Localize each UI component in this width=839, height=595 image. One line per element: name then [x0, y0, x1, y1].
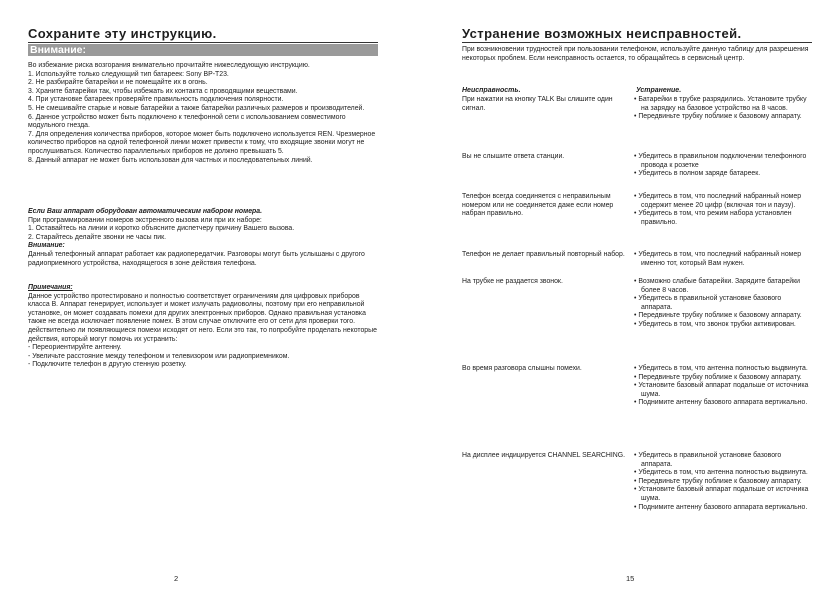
- list-item: 8. Данный аппарат не может быть использован для частных и последовательных линий.: [28, 156, 313, 164]
- notes-item: - Подключите телефон в другую стенную розетку.: [28, 361, 187, 369]
- notes-text: Данное устройство протестировано и полностью соответствует ограничениям для цифровых приборов класса В. Аппарат генерирует, использует и может излучать радиоволны, поэтому при его неправильной установке, он может создавать помехи для других электронных приборов. Однако правильная установка также не всегда исключает появление помех. В этом случае отключите его от сети для проверки того. действительно ли появляющиеся помехи исходят от него. Если это так, то попробуйте проделать некоторые действия, который могут помочь их устранить:: [28, 292, 377, 343]
- warning-header: Внимание:: [28, 44, 378, 56]
- list-item: 3. Храните батарейки так, чтобы избежать их контакта с проводящими веществами.: [28, 87, 298, 95]
- solution-cell: [634, 153, 812, 179]
- problem-cell: На дисплее индицируется CHANNEL SEARCHING.: [462, 452, 626, 459]
- list-item: 1. Используйте только следующий тип батареек: Sony BP-T23.: [28, 70, 229, 78]
- troubleshooting-intro: При возникновении трудностей при пользовании телефоном, используйте данную таблицу для разрешения некоторых проблем. Если неисправность остается, то обращайтесь в сервисный центр.: [462, 46, 809, 62]
- problem-column-header: Неисправность.: [462, 87, 521, 94]
- list-item: 5. Не смешивайте старые и новые батарейки а также батарейки различных размеров и производителей.: [28, 104, 365, 112]
- solution-item: • Батарейки в трубке разрядились. Установите трубку на зарядку на базовое устройство на 8 часов.: [634, 96, 812, 113]
- right-page-title: Устранение возможных неисправностей.: [462, 26, 742, 41]
- solution-item: • Убедитесь в том, что последний набранный номер содержит менее 20 цифр (включая тон и паузу).: [634, 193, 812, 210]
- solution-item: • Убедитесь в том, что режим набора установлен правильно.: [634, 210, 812, 227]
- solution-column-header: Устранение.: [636, 87, 682, 94]
- list-item: 2. Не разбирайте батарейки и не помещайте их в огонь.: [28, 79, 208, 87]
- solution-item: • Передвиньте трубку поближе к базовому аппарату.: [634, 113, 812, 122]
- solution-item: • Установите базовый аппарат подальше от источника шума.: [634, 486, 812, 503]
- problem-cell: Телефон не делает правильный повторный набор.: [462, 251, 625, 258]
- solution-item: • Убедитесь в том, что антенна полностью выдвинута.: [634, 469, 812, 478]
- problem-cell: Во время разговора слышны помехи.: [462, 365, 582, 372]
- solution-item: • Передвиньте трубку поближе к базовому аппарату.: [634, 374, 812, 383]
- solution-cell: [634, 251, 812, 268]
- notes-heading: Примечания:: [28, 284, 73, 291]
- solution-item: • Передвиньте трубку поближе к базовому аппарату.: [634, 312, 812, 321]
- solution-item: • Убедитесь в том, что последний набранный номер именно тот, который Вам нужен.: [634, 251, 812, 268]
- warning-section: [28, 62, 378, 165]
- list-item: 4. При установке батареек проверяйте правильность подключения полярности.: [28, 96, 284, 104]
- page-number: 15: [626, 574, 635, 583]
- auto-dial-heading: Если Ваш аппарат оборудован автоматическим набором номера.: [28, 208, 262, 215]
- list-item: 6. Данное устройство может быть подключено к телефонной сети с использованием совместимого модульного гнезда.: [28, 113, 346, 130]
- solution-cell: [634, 96, 812, 122]
- problem-cell: На трубке не раздается звонок.: [462, 278, 563, 285]
- solution-item: • Возможно слабые батарейки. Зарядите батарейки более 8 часов.: [634, 278, 812, 295]
- solution-item: • Установите базовый аппарат подальше от источника шума.: [634, 382, 812, 399]
- warning-list: [28, 71, 378, 166]
- page-number: 2: [174, 574, 179, 583]
- auto-dial-section: [28, 208, 378, 268]
- solution-item: • Убедитесь в правильной установке базового аппарата.: [634, 295, 812, 312]
- solution-item: • Поднимите антенну базового аппарата вертикально.: [634, 504, 812, 513]
- auto-dial-line: 1. Оставайтесь на линии и коротко объясните диспетчеру причину Вашего вызова.: [28, 225, 295, 233]
- left-page-title: Сохраните эту инструкцию.: [28, 26, 217, 41]
- attention-heading: Внимание:: [28, 242, 65, 250]
- solution-item: • Убедитесь в правильной установке базового аппарата.: [634, 452, 812, 469]
- auto-dial-line: 2. Старайтесь делайте звонки не часы пик.: [28, 233, 167, 241]
- auto-dial-line: При программировании номеров экстренного вызова или при их наборе:: [28, 216, 262, 224]
- solution-cell: [634, 365, 812, 408]
- solution-item: • Поднимите антенну базового аппарата вертикально.: [634, 399, 812, 408]
- title-divider: [462, 42, 812, 43]
- solution-cell: [634, 278, 812, 330]
- solution-item: • Убедитесь в том, что антенна полностью выдвинута.: [634, 365, 812, 374]
- solution-item: • Убедитесь в том, что звонок трубки активирован.: [634, 321, 812, 330]
- notes-section: [28, 284, 378, 370]
- solution-cell: [634, 452, 812, 512]
- problem-cell: Вы не слышите ответа станции.: [462, 153, 565, 160]
- solution-item: • Передвиньте трубку поближе к базовому аппарату.: [634, 478, 812, 487]
- solution-cell: [634, 193, 812, 227]
- problem-cell: Телефон всегда соединяется с неправильным номером или не соединяется даже если номер набран правильно.: [462, 193, 614, 218]
- notes-item: - Переориентируйте антенну.: [28, 344, 122, 352]
- solution-item: • Убедитесь в правильном подключении телефонного провода к розетке: [634, 153, 812, 170]
- problem-cell: При нажатии на кнопку TALK Вы слишите один сигнал.: [462, 96, 613, 112]
- warning-intro: Во избежание риска возгорания внимательно прочитайте нижеследующую инструкцию.: [28, 62, 310, 69]
- list-item: 7. Для определения количества приборов, которое может быть подключено используется REN. Чрезмерное количество приборов на одной телефонной линии может привести к тому, что входящие звонки могут не прослушиваться. Количество параллельных приборов не должно превышать 5.: [28, 130, 376, 155]
- attention-text: Данный телефонный аппарат работает как радиопередатчик. Разговоры могут быть услышаны с другого радиоприемного устройства, находящегося в зоне действия телефона.: [28, 250, 365, 267]
- notes-item: - Увеличьте расстояние между телефоном и телевизором или радиоприемником.: [28, 352, 290, 360]
- solution-item: • Убедитесь в полном заряде батареек.: [634, 170, 812, 179]
